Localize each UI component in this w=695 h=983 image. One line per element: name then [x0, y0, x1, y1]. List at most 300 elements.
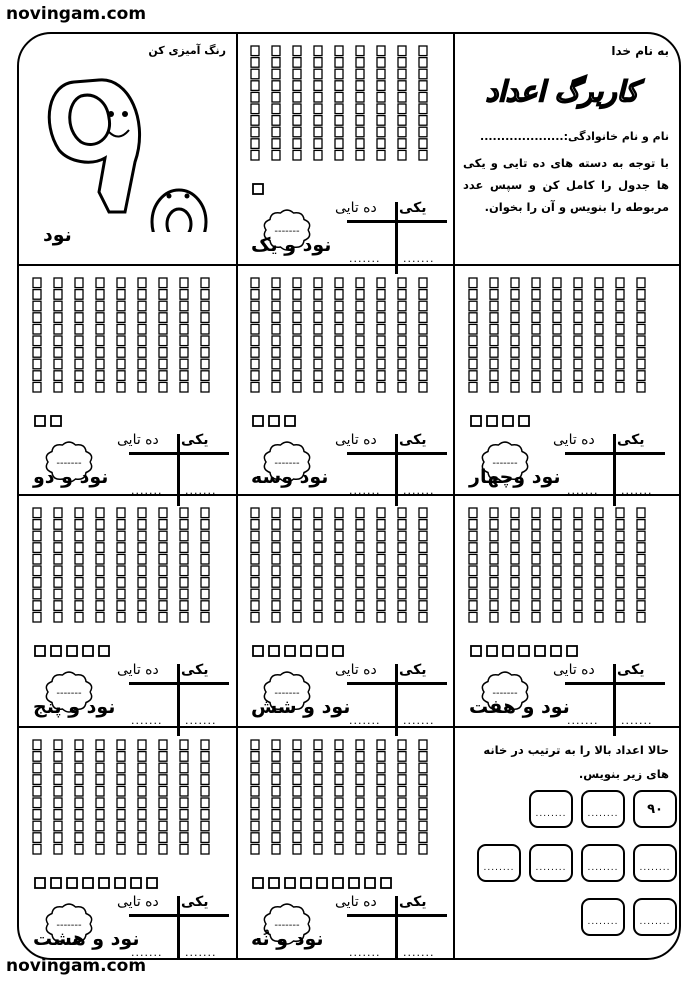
ten-unit: [398, 104, 406, 114]
ten-unit: [419, 278, 427, 288]
ten-unit: [272, 589, 280, 599]
ten-unit: [54, 821, 62, 831]
ten-unit: [138, 763, 146, 773]
worksheet: [17, 32, 681, 960]
ten-unit: [96, 324, 104, 334]
ten-unit: [398, 336, 406, 346]
ten-unit: [398, 520, 406, 530]
ten-unit: [272, 752, 280, 762]
ten-unit: [180, 775, 188, 785]
ten-unit: [419, 531, 427, 541]
ten-unit: [511, 301, 519, 311]
ten-unit: [159, 531, 167, 541]
ten-unit: [314, 348, 322, 358]
one-unit: [301, 646, 311, 656]
ten-unit: [201, 810, 209, 820]
ten-unit: [159, 821, 167, 831]
ten-unit: [33, 810, 41, 820]
ten-unit: [595, 382, 603, 392]
ten-unit: [201, 601, 209, 611]
ones-blocks: [469, 414, 669, 430]
ten-unit: [293, 821, 301, 831]
ten-unit: [33, 543, 41, 553]
ten-unit: [201, 359, 209, 369]
ten-unit: [96, 763, 104, 773]
ten-unit: [180, 301, 188, 311]
ten-unit: [33, 589, 41, 599]
one-unit: [67, 646, 77, 656]
ten-unit: [511, 589, 519, 599]
ones-label: یکی: [181, 432, 209, 448]
ten-unit: [117, 508, 125, 518]
tens-blank[interactable]: .......: [131, 946, 163, 959]
ten-unit: [377, 290, 385, 300]
ten-unit: [293, 752, 301, 762]
ten-unit: [377, 58, 385, 68]
ten-unit: [398, 612, 406, 622]
ten-unit: [117, 336, 125, 346]
one-unit: [285, 878, 295, 888]
ten-unit: [616, 612, 624, 622]
ten-unit: [419, 336, 427, 346]
ten-unit: [293, 578, 301, 588]
ten-unit: [293, 348, 301, 358]
tens-label: ده تایی: [335, 432, 377, 448]
ten-unit: [293, 740, 301, 750]
ten-unit: [138, 543, 146, 553]
ten-unit: [335, 554, 343, 564]
ten-unit: [490, 578, 498, 588]
ten-unit: [356, 336, 364, 346]
one-unit: [535, 646, 545, 656]
ten-unit: [180, 382, 188, 392]
ten-unit: [201, 821, 209, 831]
ten-unit: [469, 601, 477, 611]
ten-unit: [356, 554, 364, 564]
ten-unit: [616, 554, 624, 564]
ten-unit: [335, 543, 343, 553]
ten-unit: [293, 775, 301, 785]
ten-unit: [595, 554, 603, 564]
number-cell: [19, 728, 235, 958]
ten-unit: [138, 810, 146, 820]
ten-unit: [377, 520, 385, 530]
answer-slot[interactable]: [633, 844, 677, 882]
ten-unit: [251, 810, 259, 820]
ten-unit: [419, 833, 427, 843]
ten-unit: [251, 313, 259, 323]
tens-blank[interactable]: .......: [131, 484, 163, 497]
ten-unit: [117, 798, 125, 808]
flower-dash: -------: [274, 458, 300, 469]
ten-unit: [637, 348, 645, 358]
ten-unit: [251, 578, 259, 588]
ones-blank[interactable]: .......: [621, 714, 653, 727]
number-cell: [237, 34, 453, 264]
ten-unit: [159, 589, 167, 599]
ones-blank[interactable]: .......: [403, 714, 435, 727]
answer-slot[interactable]: [581, 844, 625, 882]
ones-label: یکی: [617, 432, 645, 448]
ten-unit: [159, 740, 167, 750]
ten-unit: [377, 348, 385, 358]
ten-unit: [335, 566, 343, 576]
ten-unit: [398, 301, 406, 311]
ten-unit: [314, 775, 322, 785]
ten-unit: [335, 382, 343, 392]
ten-unit: [117, 520, 125, 530]
ten-unit: [637, 313, 645, 323]
tens-blank[interactable]: .......: [567, 484, 599, 497]
ten-unit: [293, 290, 301, 300]
ones-blank[interactable]: .......: [403, 484, 435, 497]
ten-unit: [377, 531, 385, 541]
ones-blocks: [33, 876, 233, 892]
ten-unit: [251, 324, 259, 334]
ten-unit: [54, 290, 62, 300]
ten-unit: [293, 554, 301, 564]
flower-dash: -------: [274, 688, 300, 699]
tens-blank[interactable]: .......: [349, 252, 381, 265]
ten-unit: [180, 763, 188, 773]
answer-slot[interactable]: [581, 898, 625, 936]
ten-unit: [293, 359, 301, 369]
ten-unit: [511, 290, 519, 300]
ten-unit: [138, 740, 146, 750]
ten-unit: [54, 844, 62, 854]
ten-unit: [96, 589, 104, 599]
ten-unit: [75, 508, 83, 518]
ten-unit: [293, 763, 301, 773]
one-unit: [285, 416, 295, 426]
answer-slot[interactable]: [477, 844, 521, 882]
ten-unit: [595, 566, 603, 576]
ten-unit: [54, 313, 62, 323]
ten-unit: [272, 116, 280, 126]
ten-unit: [272, 301, 280, 311]
ten-unit: [511, 520, 519, 530]
ten-unit: [272, 740, 280, 750]
ten-unit: [314, 554, 322, 564]
ten-unit: [159, 359, 167, 369]
ten-unit: [637, 554, 645, 564]
ten-unit: [138, 786, 146, 796]
ten-unit: [398, 763, 406, 773]
ten-unit: [469, 336, 477, 346]
ten-unit: [96, 798, 104, 808]
ten-unit: [159, 798, 167, 808]
ten-unit: [419, 58, 427, 68]
ten-unit: [96, 844, 104, 854]
ten-unit: [180, 601, 188, 611]
ten-unit: [272, 763, 280, 773]
ten-unit: [574, 566, 582, 576]
ten-unit: [33, 359, 41, 369]
tens-blank[interactable]: .......: [349, 714, 381, 727]
ten-unit: [251, 139, 259, 149]
answer-slot[interactable]: [633, 790, 677, 828]
ten-unit: [356, 740, 364, 750]
ten-unit: [180, 844, 188, 854]
final-instructions: حالا اعداد بالا را به ترتیب در خانه های زیر بنویس.: [483, 743, 669, 781]
ten-unit: [138, 601, 146, 611]
ten-unit: [314, 589, 322, 599]
ten-unit: [272, 543, 280, 553]
ten-unit: [75, 371, 83, 381]
ten-unit: [574, 359, 582, 369]
ten-unit: [201, 775, 209, 785]
ten-unit: [356, 382, 364, 392]
ten-unit: [574, 278, 582, 288]
ten-unit: [419, 612, 427, 622]
one-unit: [99, 646, 109, 656]
one-unit: [317, 646, 327, 656]
ten-unit: [96, 543, 104, 553]
one-unit: [365, 878, 375, 888]
one-unit: [317, 878, 327, 888]
ten-unit: [356, 612, 364, 622]
ten-unit: [251, 844, 259, 854]
ten-unit: [75, 382, 83, 392]
ten-unit: [532, 371, 540, 381]
tens-blank[interactable]: .......: [349, 484, 381, 497]
answer-slot[interactable]: [529, 844, 573, 882]
ten-unit: [553, 301, 561, 311]
ten-unit: [532, 336, 540, 346]
ten-unit: [314, 382, 322, 392]
ten-unit: [377, 69, 385, 79]
ten-unit: [490, 336, 498, 346]
ten-unit: [398, 324, 406, 334]
ten-unit: [272, 531, 280, 541]
ten-unit: [54, 348, 62, 358]
ten-unit: [117, 763, 125, 773]
ten-unit: [201, 301, 209, 311]
ten-unit: [377, 798, 385, 808]
ten-unit: [553, 313, 561, 323]
ten-unit: [138, 612, 146, 622]
ten-unit: [117, 371, 125, 381]
tens-label: ده تایی: [117, 894, 159, 910]
ten-unit: [314, 844, 322, 854]
ten-unit: [293, 150, 301, 160]
table-vline: [395, 202, 398, 274]
ten-unit: [201, 763, 209, 773]
ten-unit: [201, 578, 209, 588]
one-unit: [381, 878, 391, 888]
ten-unit: [251, 81, 259, 91]
tens-blocks: [31, 506, 231, 636]
tens-blank[interactable]: .......: [349, 946, 381, 959]
ten-unit: [616, 520, 624, 530]
answer-slot[interactable]: [633, 898, 677, 936]
one-unit: [349, 878, 359, 888]
ten-unit: [616, 359, 624, 369]
ones-blank[interactable]: .......: [185, 946, 217, 959]
ten-unit: [138, 290, 146, 300]
ten-unit: [272, 786, 280, 796]
ten-unit: [419, 752, 427, 762]
ones-blank[interactable]: .......: [403, 252, 435, 265]
ten-unit: [553, 520, 561, 530]
ten-unit: [595, 371, 603, 381]
table-vline: [395, 896, 398, 960]
ten-unit: [75, 554, 83, 564]
ten-unit: [419, 104, 427, 114]
ten-unit: [117, 589, 125, 599]
ten-unit: [272, 371, 280, 381]
ten-unit: [574, 531, 582, 541]
ten-unit: [511, 278, 519, 288]
intro-cell: [455, 34, 679, 264]
answer-slot[interactable]: [529, 790, 573, 828]
ten-unit: [272, 81, 280, 91]
ten-unit: [490, 520, 498, 530]
ten-unit: [490, 531, 498, 541]
tens-blank[interactable]: .......: [567, 714, 599, 727]
ten-unit: [201, 543, 209, 553]
ten-unit: [54, 798, 62, 808]
ten-unit: [356, 371, 364, 381]
ten-unit: [33, 798, 41, 808]
ten-unit: [75, 833, 83, 843]
ten-unit: [637, 301, 645, 311]
tens-blank[interactable]: .......: [131, 714, 163, 727]
ten-unit: [419, 601, 427, 611]
ten-unit: [293, 531, 301, 541]
ten-unit: [180, 740, 188, 750]
ten-unit: [377, 786, 385, 796]
ten-unit: [335, 520, 343, 530]
ten-unit: [54, 359, 62, 369]
ten-unit: [251, 786, 259, 796]
ten-unit: [511, 554, 519, 564]
number-name: نود و هشت: [33, 928, 140, 950]
ten-unit: [511, 578, 519, 588]
ones-label: یکی: [399, 432, 427, 448]
one-unit: [487, 646, 497, 656]
tens-blocks: [31, 276, 231, 406]
ten-unit: [490, 348, 498, 358]
ten-unit: [54, 810, 62, 820]
ten-unit: [553, 348, 561, 358]
number-name: نود و شش: [251, 696, 351, 718]
ten-unit: [75, 763, 83, 773]
ones-label: یکی: [617, 662, 645, 678]
ten-unit: [251, 371, 259, 381]
ten-unit: [96, 810, 104, 820]
ones-blank[interactable]: .......: [403, 946, 435, 959]
ten-unit: [637, 578, 645, 588]
answer-slot[interactable]: [581, 790, 625, 828]
ten-unit: [75, 336, 83, 346]
ten-unit: [251, 740, 259, 750]
ten-unit: [335, 313, 343, 323]
one-unit: [519, 416, 529, 426]
ten-unit: [532, 589, 540, 599]
ten-unit: [398, 348, 406, 358]
ones-blank[interactable]: .......: [621, 484, 653, 497]
ten-unit: [377, 116, 385, 126]
ten-unit: [469, 348, 477, 358]
ten-unit: [75, 612, 83, 622]
ten-unit: [574, 508, 582, 518]
ones-blank[interactable]: .......: [185, 714, 217, 727]
ten-unit: [490, 382, 498, 392]
ten-unit: [117, 301, 125, 311]
ten-unit: [532, 301, 540, 311]
ten-unit: [293, 520, 301, 530]
ten-unit: [595, 324, 603, 334]
ten-unit: [314, 543, 322, 553]
ten-unit: [616, 348, 624, 358]
ten-unit: [356, 786, 364, 796]
ten-unit: [75, 844, 83, 854]
ten-unit: [595, 336, 603, 346]
ten-unit: [117, 543, 125, 553]
ones-blocks: [251, 414, 451, 430]
final-cell: [455, 728, 679, 958]
table-vline: [177, 896, 180, 960]
ten-unit: [398, 786, 406, 796]
ten-unit: [398, 833, 406, 843]
ten-unit: [419, 290, 427, 300]
ones-blank[interactable]: .......: [185, 484, 217, 497]
ten-unit: [419, 508, 427, 518]
ten-unit: [201, 833, 209, 843]
ten-unit: [33, 786, 41, 796]
ten-unit: [75, 786, 83, 796]
ten-unit: [96, 382, 104, 392]
ten-unit: [96, 566, 104, 576]
ten-unit: [33, 278, 41, 288]
ten-unit: [553, 531, 561, 541]
ten-unit: [314, 798, 322, 808]
ten-unit: [574, 371, 582, 381]
ten-unit: [616, 531, 624, 541]
ten-unit: [335, 589, 343, 599]
ten-unit: [419, 116, 427, 126]
ten-unit: [75, 798, 83, 808]
ten-unit: [398, 46, 406, 56]
ten-unit: [335, 601, 343, 611]
ten-unit: [251, 150, 259, 160]
ten-unit: [180, 612, 188, 622]
one-unit: [51, 646, 61, 656]
ten-unit: [595, 348, 603, 358]
ten-unit: [490, 359, 498, 369]
ten-unit: [180, 821, 188, 831]
ten-unit: [201, 612, 209, 622]
ten-unit: [469, 612, 477, 622]
ten-unit: [377, 833, 385, 843]
ten-unit: [251, 116, 259, 126]
flower-dash: -------: [274, 920, 300, 931]
ten-unit: [314, 786, 322, 796]
ten-unit: [272, 92, 280, 102]
ten-unit: [511, 371, 519, 381]
ten-unit: [54, 589, 62, 599]
ten-unit: [33, 601, 41, 611]
ten-unit: [117, 786, 125, 796]
ten-unit: [532, 601, 540, 611]
ten-unit: [314, 336, 322, 346]
ten-unit: [293, 58, 301, 68]
ten-unit: [180, 578, 188, 588]
ten-unit: [335, 359, 343, 369]
ten-unit: [532, 520, 540, 530]
ten-unit: [335, 92, 343, 102]
